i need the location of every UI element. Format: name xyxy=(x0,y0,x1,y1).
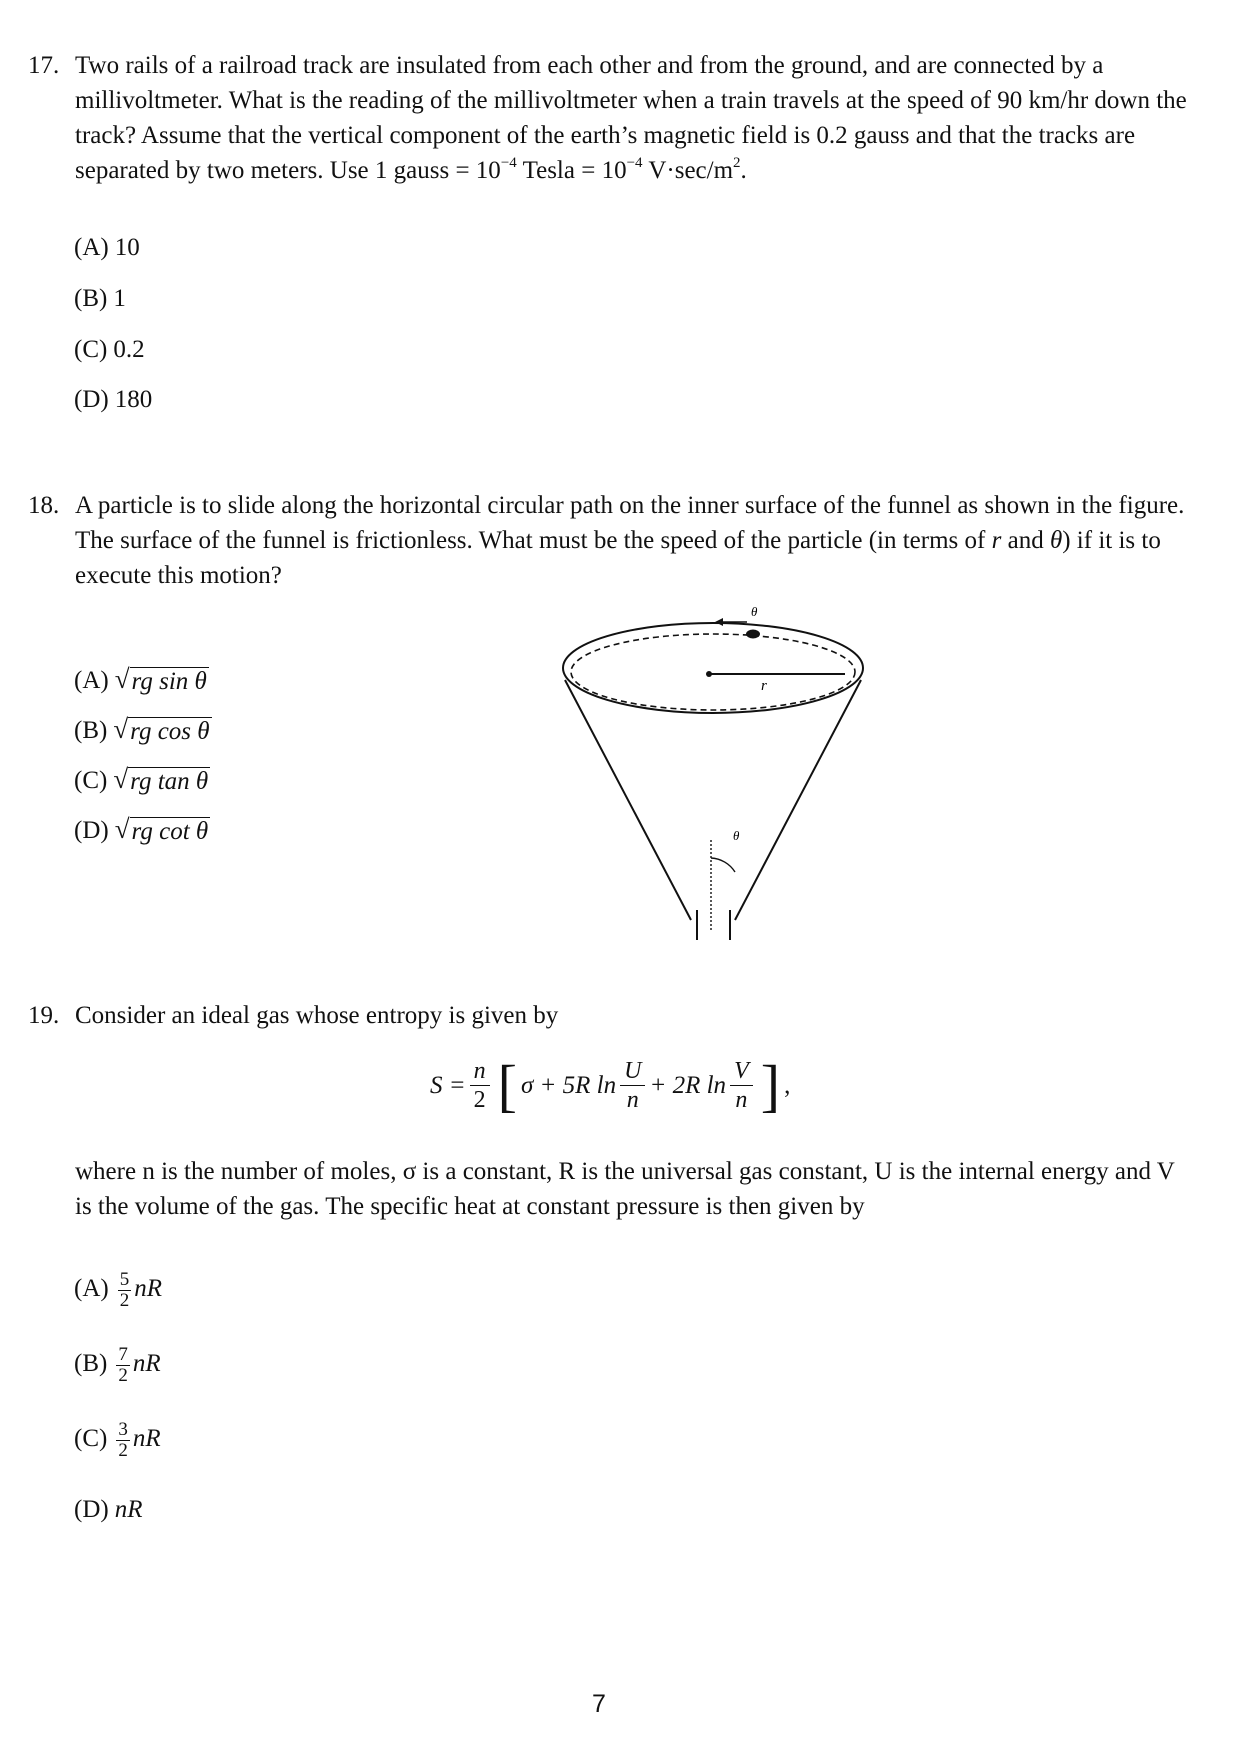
denominator: 2 xyxy=(118,1440,128,1461)
radicand: rg sin θ xyxy=(131,668,207,695)
q19-option-d xyxy=(74,1495,143,1525)
equation-term: σ + 5R ln xyxy=(520,1071,617,1099)
question-19-body xyxy=(28,1154,1188,1224)
q17-option-b xyxy=(74,284,126,314)
q18-option-d xyxy=(74,814,210,846)
question-number: 18. xyxy=(28,492,60,519)
denominator: n xyxy=(735,1087,748,1113)
option-label: (D) xyxy=(74,1496,109,1523)
entropy-equation xyxy=(430,1052,791,1118)
funnel-figure xyxy=(555,600,875,950)
angle-arc xyxy=(711,858,735,872)
radical-sign: √ xyxy=(113,764,129,794)
question-text: where n is the number of moles, σ is a constant, R is the universal gas constant, U is the internal energy and V is the volume of the gas. The specific heat at constant pressure is then given by xyxy=(75,1158,1175,1220)
q17-option-d xyxy=(74,385,152,415)
denominator: n xyxy=(626,1087,639,1113)
text-part: . xyxy=(740,157,747,184)
radical-sign: √ xyxy=(114,814,130,844)
sqrt-expression xyxy=(115,664,209,695)
option-fraction xyxy=(116,1420,130,1461)
particle xyxy=(746,630,760,639)
option-label: (B) xyxy=(74,1350,108,1378)
numerator: 3 xyxy=(118,1419,128,1440)
exponent: −4 xyxy=(500,154,517,171)
option-label: (C) xyxy=(74,767,108,794)
question-number: 19. xyxy=(28,1002,60,1029)
exponent: −4 xyxy=(626,154,643,171)
denominator: 2 xyxy=(119,1290,130,1311)
question-18 xyxy=(28,488,1188,593)
question-number: 17. xyxy=(28,52,60,79)
circular-path xyxy=(571,634,855,710)
q18-option-b xyxy=(74,714,212,746)
velocity-arrowhead xyxy=(715,618,723,626)
label-r: r xyxy=(761,678,767,694)
sqrt-expression xyxy=(113,714,211,745)
text-part: Two rails of a railroad track are insulated from each other and from the ground, and are connected by a millivoltmeter. What is the reading of the millivoltmeter when a train travels at the speed of 90 km/hr down the track? Assume that the vertical component of the earth’s magnetic field is 0.2 gauss and that the tracks are separated by two meters. Use 1 gauss = 10 xyxy=(75,52,1187,184)
question-text xyxy=(75,48,1188,188)
funnel-left-wall xyxy=(565,680,691,920)
q18-option-c xyxy=(74,764,210,796)
option-value: 180 xyxy=(114,386,153,413)
funnel-right-wall xyxy=(735,680,861,920)
option-tail: nR xyxy=(134,1275,162,1303)
equation-lhs: S = xyxy=(430,1071,466,1099)
radical-sign: √ xyxy=(113,714,129,744)
option-tail: nR xyxy=(132,1350,161,1378)
sqrt-expression xyxy=(115,814,210,845)
numerator: n xyxy=(470,1057,490,1086)
option-tail: nR xyxy=(132,1425,161,1453)
q19-option-a xyxy=(74,1270,162,1311)
option-label: (A) xyxy=(74,234,109,261)
numerator: U xyxy=(620,1057,645,1086)
question-19 xyxy=(28,998,1188,1033)
q19-option-c xyxy=(74,1420,161,1461)
denominator: 2 xyxy=(118,1365,128,1386)
option-label: (C) xyxy=(74,336,108,363)
text-part: and xyxy=(1001,527,1050,554)
question-17 xyxy=(28,48,1188,188)
q17-option-a xyxy=(74,233,140,263)
option-fraction xyxy=(118,1270,132,1311)
fraction-v-over-n xyxy=(730,1057,753,1114)
fraction-u-over-n xyxy=(620,1057,645,1114)
option-value: 0.2 xyxy=(113,336,145,363)
close-bracket: ] xyxy=(760,1052,781,1118)
radicand: rg cot θ xyxy=(131,818,209,845)
text-part: A particle is to slide along the horizontal circular path on the inner surface of the funnel as shown in the figure. The surface of the funnel is frictionless. What must be the speed of the particle (in terms of xyxy=(75,492,1185,554)
text-part: ) if it is to execute this motion? xyxy=(75,527,1161,589)
question-intro: Consider an ideal gas whose entropy is given by xyxy=(75,1002,559,1029)
coefficient-fraction xyxy=(470,1057,490,1114)
q17-option-c xyxy=(74,335,145,365)
option-label: (C) xyxy=(74,1425,108,1453)
numerator: 5 xyxy=(119,1269,130,1290)
radicand: rg cos θ xyxy=(130,718,210,745)
text-part: V·sec/m xyxy=(642,157,734,184)
option-label: (B) xyxy=(74,717,108,744)
radicand: rg tan θ xyxy=(130,768,209,795)
label-top: θ xyxy=(751,604,758,619)
option-label: (D) xyxy=(74,817,109,844)
option-value: 10 xyxy=(114,234,140,261)
page-number: 7 xyxy=(592,1690,606,1718)
exponent: 2 xyxy=(733,154,741,171)
option-tail: nR xyxy=(114,1496,143,1523)
equation-comma: , xyxy=(784,1071,791,1099)
option-label: (D) xyxy=(74,386,109,413)
radical-sign: √ xyxy=(114,664,130,694)
equation-term: + 2R ln xyxy=(649,1071,727,1099)
denominator: 2 xyxy=(473,1087,486,1113)
q19-option-b xyxy=(74,1345,161,1386)
option-label: (A) xyxy=(74,667,109,694)
variable-theta: θ xyxy=(1049,527,1063,554)
funnel-rim xyxy=(563,623,863,713)
numerator: 7 xyxy=(118,1344,128,1365)
option-label: (B) xyxy=(74,285,108,312)
open-bracket: [ xyxy=(497,1052,517,1118)
question-text xyxy=(75,488,1188,593)
option-label: (A) xyxy=(74,1275,109,1303)
option-fraction xyxy=(116,1345,130,1386)
text-part: Tesla = 10 xyxy=(516,157,627,184)
center-point xyxy=(706,671,712,677)
numerator: V xyxy=(730,1057,753,1086)
variable-r: r xyxy=(991,527,1002,554)
q18-option-a xyxy=(74,664,209,696)
label-apex-angle: θ xyxy=(733,828,740,843)
option-value: 1 xyxy=(113,285,126,312)
sqrt-expression xyxy=(113,764,210,795)
